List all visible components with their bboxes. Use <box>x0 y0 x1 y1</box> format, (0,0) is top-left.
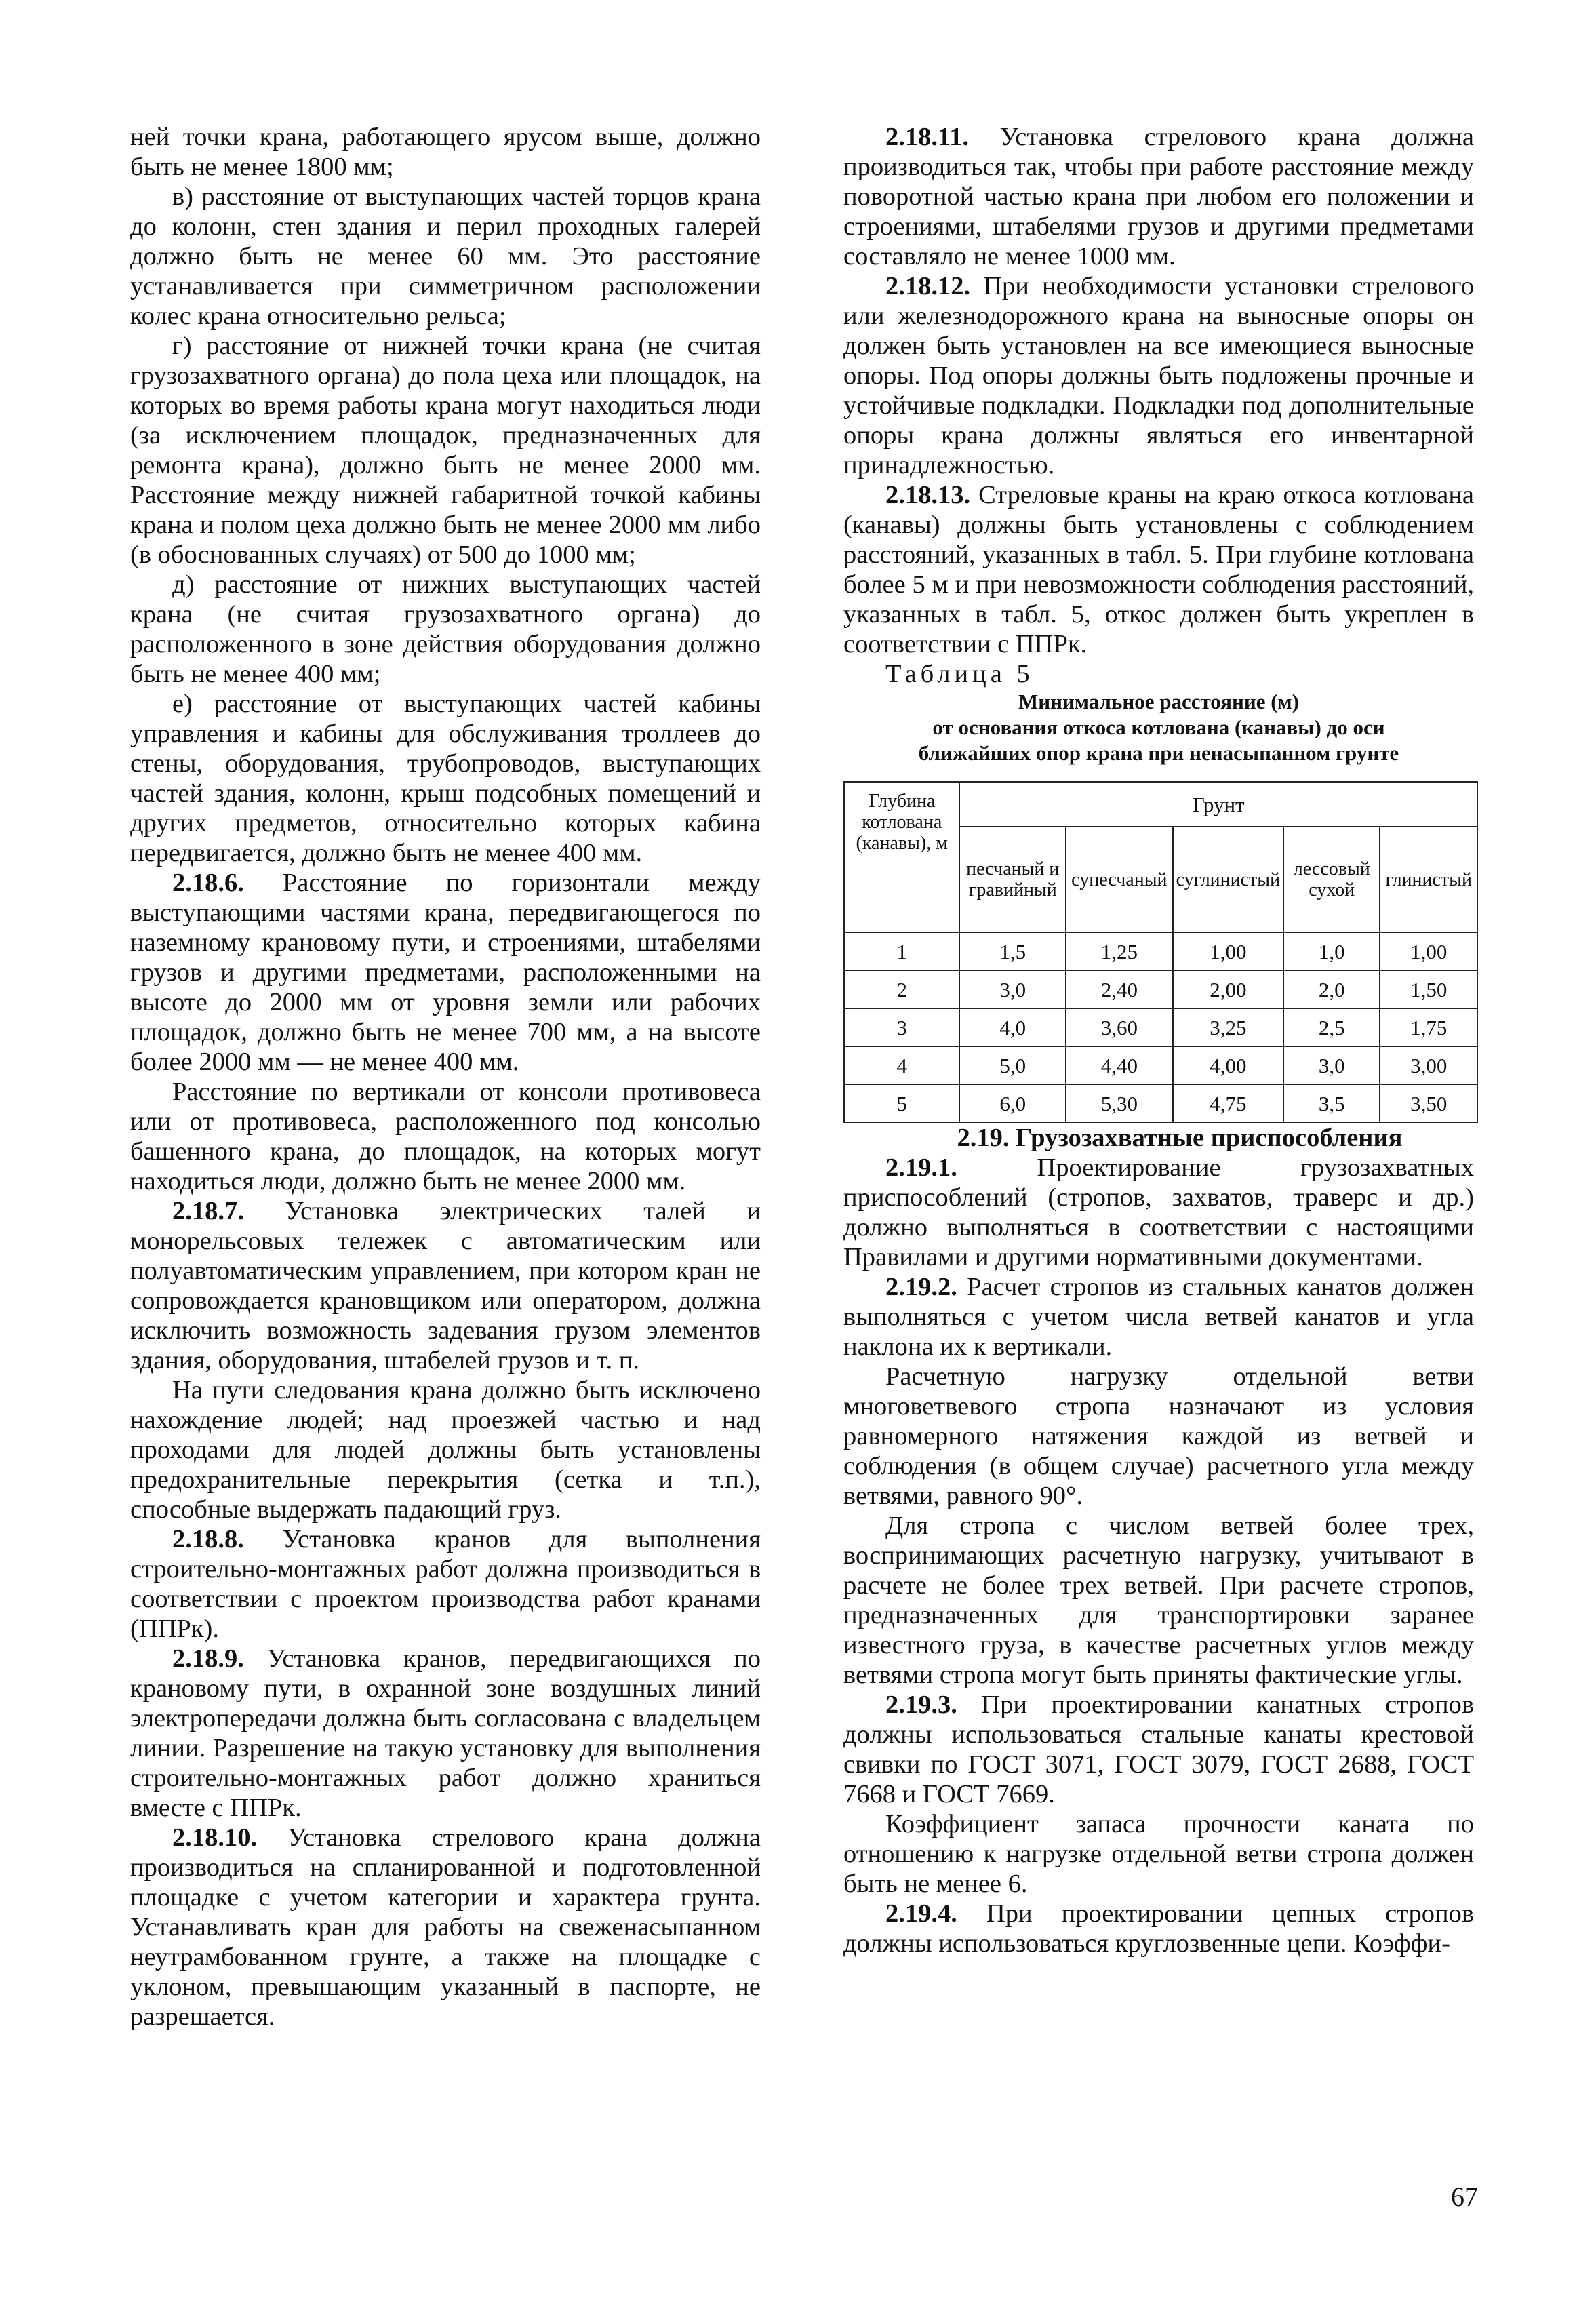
table-cell: 4,40 <box>1066 1046 1172 1084</box>
section-title: 2.19. Грузозахватные приспособления <box>957 1124 1403 1152</box>
table-cell: 3,50 <box>1380 1084 1477 1122</box>
paragraph: в) расстояние от выступающих частей торцов крана до колонн, стен здания и перил проходных галерей должно быть не менее 60 мм. Это расстояние устанавливается при симметричном расположении колес крана относительно рельса; <box>130 182 761 330</box>
paragraph-2-18-8: 2.18.8. Установка кранов для выполнения строительно-монтажных работ должна производиться в соответствии с проектом производства работ кранами (ППРк). <box>130 1525 761 1643</box>
paragraph-2-19-4: 2.19.4. При проектировании цепных стропов должны использоваться круглозвенные цепи. Коэффи- <box>843 1899 1474 1958</box>
table-cell: 1 <box>844 932 959 970</box>
table-cell: 2,40 <box>1066 970 1172 1008</box>
table-caption-line: от основания откоса котлована (канавы) до оси <box>932 715 1385 739</box>
paragraph-2-18-13: 2.18.13. Стреловые краны на краю откоса котлована (канавы) должны быть установлены с соблюдением расстояний, указанных в табл. 5. При глубине котлована более 5 м и при невозможности соблюдения расстояний, указанных в табл. 5, откос должен быть укреплен в соответствии с ППРк. <box>843 481 1475 658</box>
paragraph: е) расстояние от выступающих частей кабины управления и кабины для обслуживания троллеев до стены, оборудования, трубопроводов, выступающих частей здания, колонн, крыш подсобных помещений и других предметов, относительно которых кабина передвигается, должно быть не менее 400 мм. <box>130 690 761 867</box>
distance-table <box>843 781 1478 1123</box>
paragraph-2-18-12: 2.18.12. При необходимости установки стрелового или железнодорожного крана на выносные опоры он должен быть установлен на все имеющиеся выносные опоры. Под опоры должны быть подложены прочные и устойчивые подкладки. Подкладки под дополнительные опоры крана должны являться его инвентарной принадлежностью. <box>843 272 1475 479</box>
paragraph-2-19-2: 2.19.2. Расчет стропов из стальных канатов должен выполняться с учетом числа ветвей канатов и угла наклона их к вертикали. <box>843 1273 1474 1361</box>
table-cell: 3,0 <box>959 970 1066 1008</box>
paragraph: Расстояние по вертикали от консоли противовеса или от противовеса, расположенного под консолью башенного крана, до площадок, на которых могут находиться люди, должно быть не менее 2000 мм. <box>130 1077 761 1195</box>
paragraph: Коэффициент запаса прочности каната по отношению к нагрузке отдельной ветви стропа должен быть не менее 6. <box>843 1810 1474 1898</box>
paragraph-2-18-11: 2.18.11. Установка стрелового крана должна производиться так, чтобы при работе расстояние между поворотной частью крана при любом его положении и строениями, штабелями грузов и другими предметами составляло не менее 1000 мм. <box>843 123 1474 271</box>
table-cell: 2 <box>844 970 959 1008</box>
table-cell: 3,00 <box>1380 1046 1477 1084</box>
table-cell: 2,0 <box>1283 970 1380 1008</box>
soil-type-header: лессовый сухой <box>1283 827 1380 932</box>
table-cell: 2,00 <box>1173 970 1284 1008</box>
soil-type-header: суглинистый <box>1173 827 1284 932</box>
table-caption-line: ближайших опор крана при ненасыпанном грунте <box>918 741 1399 765</box>
paragraph: ней точки крана, работающего ярусом выше, должно быть не менее 1800 мм; <box>130 123 761 181</box>
paragraph-2-19-1: 2.19.1. Проектирование грузозахватных приспособлений (стропов, захватов, траверс и др.) должно выполняться в соответствии с настоящими Правилами и другими нормативными документами. <box>843 1153 1474 1271</box>
table-cell: 1,25 <box>1066 932 1172 970</box>
table-cell: 4 <box>844 1046 959 1084</box>
table-cell: 4,00 <box>1173 1046 1284 1084</box>
paragraph: Для стропа с числом ветвей более трех, воспринимающих расчетную нагрузку, учитывают в расчете не более трех ветвей. При расчете стропов, предназначенных для транспортировки заранее известного груза, в качестве расчетных углов между ветвями стропа могут быть приняты фактические углы. <box>843 1511 1474 1689</box>
table-row <box>844 932 1477 970</box>
paragraph: г) расстояние от нижней точки крана (не считая грузозахватного органа) до пола цеха или площадок, на которых во время работы крана могут находиться люди (за исключением площадок, предназначенных для ремонта крана), должно быть не менее 2000 мм. Расстояние между нижней габаритной точкой кабины крана и полом цеха должно быть не менее 2000 мм либо (в обоснованных случаях) от 500 до 1000 мм; <box>130 332 761 569</box>
table-cell: 5 <box>844 1084 959 1122</box>
table-cell: 4,0 <box>959 1008 1066 1046</box>
table-cell: 1,75 <box>1380 1008 1477 1046</box>
paragraph-2-18-7: 2.18.7. Установка электрических талей и монорельсовых тележек с автоматическим или полуавтоматическим управлением, при котором кран не сопровождается крановщиком или оператором, должна исключить возможность задевания грузом элементов здания, оборудования, штабелей грузов и т. п. <box>130 1197 761 1374</box>
table-caption-line: Минимальное расстояние (м) <box>1018 690 1299 713</box>
table-cell: 6,0 <box>959 1084 1066 1122</box>
table-row <box>844 1046 1477 1084</box>
table-cell: 3,25 <box>1173 1008 1284 1046</box>
paragraph-2-18-6: 2.18.6. Расстояние по горизонтали между выступающими частями крана, передвигающегося по наземному крановому пути, и строениями, штабелями грузов и другими предметами, расположенными на высоте до 2000 мм от уровня земли или рабочих площадок, должно быть не менее 700 мм, а на высоте более 2000 мм — не менее 400 мм. <box>130 869 761 1076</box>
paragraph-2-18-9: 2.18.9. Установка кранов, передвигающихся по крановому пути, в охранной зоне воздушных линий электропередачи должна быть согласована с владельцем линии. Разрешение на такую установку для выполнения строительно-монтажных работ должно храниться вместе с ППРк. <box>130 1644 761 1822</box>
table-cell: 3,0 <box>1283 1046 1380 1084</box>
soil-type-header: глинистый <box>1380 827 1477 932</box>
soil-type-header: песчаный и гравийный <box>959 827 1066 932</box>
soil-header: Грунт <box>959 782 1477 827</box>
table-label: Таблица 5 <box>885 660 1034 688</box>
table-cell: 1,50 <box>1380 970 1477 1008</box>
table-cell: 3,60 <box>1066 1008 1172 1046</box>
paragraph: д) расстояние от нижних выступающих частей крана (не считая грузозахватного органа) до расположенного в зоне действия оборудования должно быть не менее 400 мм; <box>130 570 761 688</box>
table-row <box>844 1008 1477 1046</box>
depth-header: Глубина котлована (канавы), м <box>844 782 959 932</box>
paragraph-2-19-3: 2.19.3. При проектировании канатных стропов должны использоваться стальные канаты крестовой свивки по ГОСТ 3071, ГОСТ 3079, ГОСТ 2688, ГОСТ 7668 и ГОСТ 7669. <box>843 1690 1474 1808</box>
table-row <box>844 970 1477 1008</box>
table-cell: 5,30 <box>1066 1084 1172 1122</box>
table-caption <box>843 689 1474 766</box>
soil-type-header: супесчаный <box>1066 827 1172 932</box>
paragraph-2-18-10: 2.18.10. Установка стрелового крана должна производиться на спланированной и подготовленной площадке с учетом категории и характера грунта. Устанавливать кран для работы на свеженасыпанном неутрамбованном грунте, а также на площадке с уклоном, превышающим указанный в паспорте, не разрешается. <box>130 1823 761 2031</box>
paragraph: Расчетную нагрузку отдельной ветви многоветвевого стропа назначают из условия равномерного натяжения каждой из ветвей и соблюдения (в общем случае) расчетного угла между ветвями, равного 90°. <box>843 1362 1474 1510</box>
table-cell: 5,0 <box>959 1046 1066 1084</box>
table-cell: 1,5 <box>959 932 1066 970</box>
table-cell: 1,0 <box>1283 932 1380 970</box>
page-number: 67 <box>1451 2181 1478 2212</box>
right-column <box>843 122 1474 1958</box>
table-cell: 3 <box>844 1008 959 1046</box>
table-cell: 3,5 <box>1283 1084 1380 1122</box>
table-cell: 4,75 <box>1173 1084 1284 1122</box>
table-row <box>844 1084 1477 1122</box>
left-column <box>130 122 761 2032</box>
table-cell: 1,00 <box>1380 932 1477 970</box>
table-cell: 1,00 <box>1173 932 1284 970</box>
table-cell: 2,5 <box>1283 1008 1380 1046</box>
paragraph: На пути следования крана должно быть исключено нахождение людей; над проезжей частью и над проходами для людей должны быть установлены предохранительные перекрытия (сетка и т.п.), способные выдержать падающий груз. <box>130 1376 761 1524</box>
